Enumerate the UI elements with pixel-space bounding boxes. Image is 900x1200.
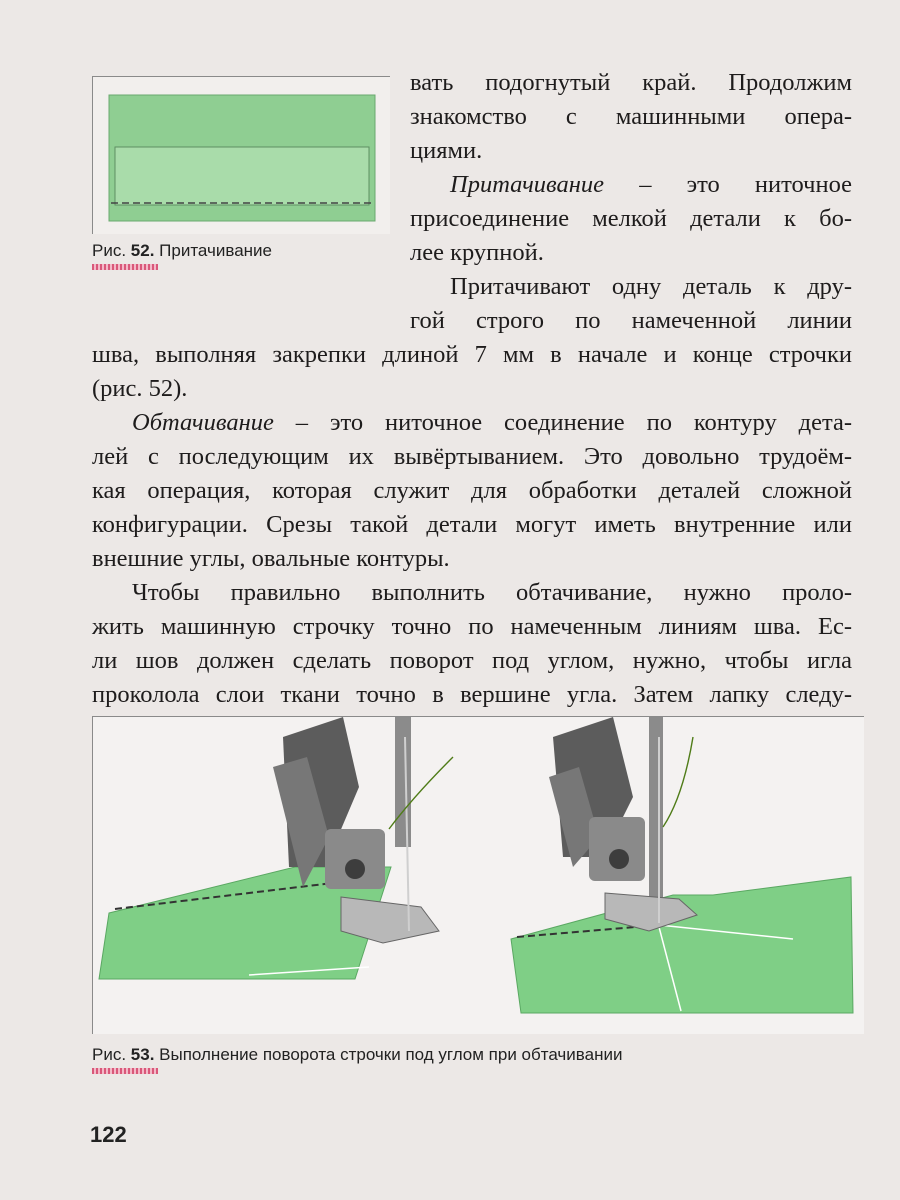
text-line: внешние углы, овальные контуры. xyxy=(92,545,450,572)
text-line: циями. xyxy=(410,137,483,164)
text-fragment: – это ниточное xyxy=(604,171,852,198)
presser-foot-right xyxy=(549,717,697,931)
text-line: конфигурации. Срезы такой детали могут иметь внутренние или xyxy=(92,511,852,538)
figure-53-illustration xyxy=(93,717,864,1034)
caption-prefix: Рис. xyxy=(92,241,127,260)
caption-text: Выполнение поворота строчки под углом при обтачивании xyxy=(159,1045,623,1064)
caption-number: 52. xyxy=(130,241,155,260)
caption-number: 53. xyxy=(130,1045,155,1064)
text-fragment: – это ниточное соединение по контуру дета- xyxy=(273,409,852,436)
text-line: проколола слои ткани точно в вершине угла. Затем лапку следу- xyxy=(92,681,852,708)
caption-decor-bar xyxy=(92,1068,158,1074)
text-line: лее крупной. xyxy=(410,239,544,266)
figure-52-caption xyxy=(92,240,272,262)
text-line: жить машинную строчку точно по намеченным линиям шва. Ес- xyxy=(92,613,852,640)
caption-prefix: Рис. xyxy=(92,1045,127,1064)
text-line: Притачивают одну деталь к дру- xyxy=(450,273,852,300)
term-pritachivanie: Притачивание xyxy=(450,171,605,198)
figure-52 xyxy=(92,76,390,234)
text-line: присоединение мелкой детали к бо- xyxy=(410,205,852,232)
figure-53 xyxy=(92,716,864,1034)
caption-decor-bar xyxy=(92,264,158,270)
text-line: гой строго по намеченной линии xyxy=(410,307,852,334)
definition-line xyxy=(410,168,852,202)
text-line: знакомство с машинными опера- xyxy=(410,103,852,130)
figure-53-caption xyxy=(92,1044,622,1066)
text-line: Чтобы правильно выполнить обтачивание, нужно проло- xyxy=(132,579,852,606)
page-number: 122 xyxy=(90,1122,127,1147)
text-line: вать подогнутый край. Продолжим xyxy=(410,69,852,96)
text-line: (рис. 52). xyxy=(92,375,188,402)
fabric-right xyxy=(511,877,853,1013)
right-column-text xyxy=(410,66,852,338)
figure-52-illustration xyxy=(93,77,391,235)
text-line: лей с последующим их вывёртыванием. Это довольно трудоём- xyxy=(92,443,852,470)
text-line: ли шов должен сделать поворот под углом, нужно, чтобы игла xyxy=(92,647,852,674)
text-line: кая операция, которая служит для обработки деталей сложной xyxy=(92,477,852,504)
definition-line xyxy=(92,406,852,440)
fabric-small-piece xyxy=(115,147,369,205)
term-obtachivanie: Обтачивание xyxy=(132,409,274,436)
text-line: шва, выполняя закрепки длиной 7 мм в начале и конце строчки xyxy=(92,341,852,368)
caption-text: Притачивание xyxy=(159,241,273,260)
